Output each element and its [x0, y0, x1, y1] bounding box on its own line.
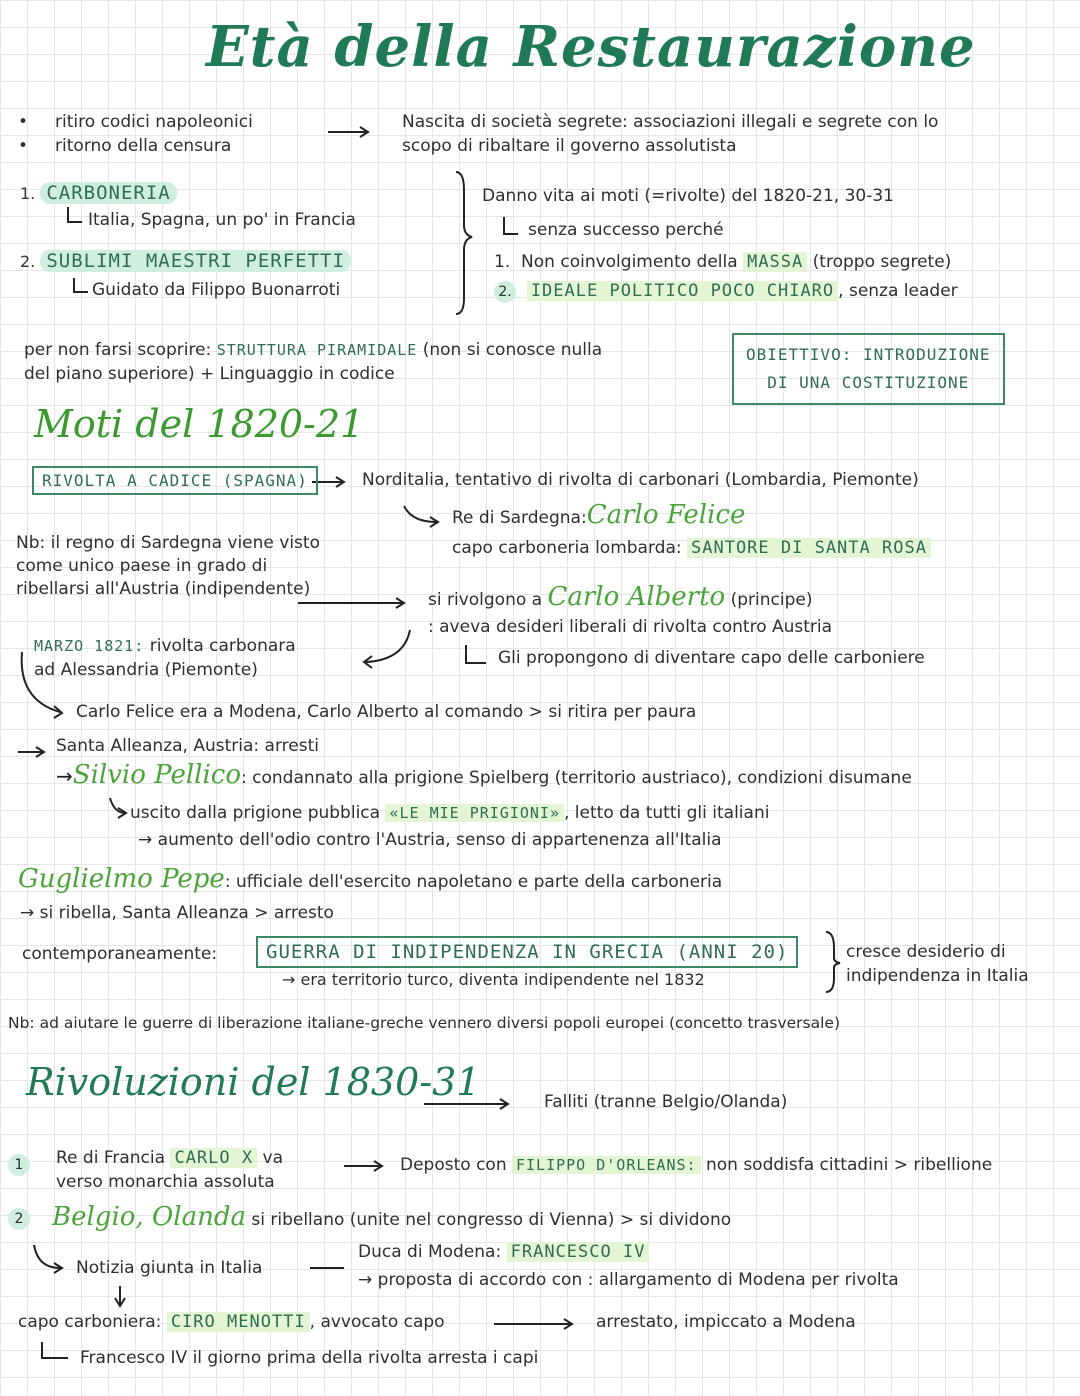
- carlo-alberto-name: Carlo Alberto: [547, 582, 726, 612]
- section-heading-1820: Moti del 1820-21: [34, 402, 365, 446]
- duca-line: Duca di Modena: FRANCESCO IV: [358, 1242, 649, 1262]
- contemporaneamente-label: contemporaneamente:: [22, 944, 218, 964]
- sublimi-label: SUBLIMI MAESTRI PERFETTI: [40, 250, 351, 272]
- reason-1: 1. Non coinvolgimento della MASSA (troppo segrete): [494, 252, 952, 272]
- carlo-alberto-line: si rivolgono a Carlo Alberto (principe): [428, 582, 813, 612]
- belgio-line: Belgio, Olanda si ribellano (unite nel congresso di Vienna) > si dividono: [52, 1202, 732, 1232]
- capo-lombarda-line: capo carboneria lombarda: SANTORE DI SANTA ROSA: [452, 538, 931, 558]
- number-1: 1: [8, 1154, 30, 1176]
- liberal-desire: : aveva desideri liberali di rivolta contro Austria: [428, 617, 833, 637]
- secret-societies-text: Nascita di società segrete: associazioni illegali e segrete con lo scopo di ribaltare il governo assolutista: [402, 112, 939, 156]
- propose-line: Gli propongono di diventare capo delle carboniere: [498, 648, 925, 668]
- cadice-box: RIVOLTA A CADICE (SPAGNA): [32, 466, 318, 495]
- odio-line: → aumento dell'odio contro l'Austria, senso di appartenenza all'Italia: [138, 830, 722, 850]
- francesco-line: Francesco IV il giorno prima della rivolta arresta i capi: [80, 1348, 539, 1368]
- section-heading-1830: Rivoluzioni del 1830-31: [26, 1060, 481, 1104]
- society-sublimi: 2. SUBLIMI MAESTRI PERFETTI: [20, 250, 351, 272]
- carlo-felice-name: Carlo Felice: [586, 500, 746, 530]
- society-carboneria: 1. CARBONERIA: [20, 182, 177, 204]
- carlo-felice-line: Carlo Felice era a Modena, Carlo Alberto al comando > si ritira per paura: [76, 702, 697, 722]
- proposta-line: → proposta di accordo con : allargamento di Modena per rivolta: [358, 1270, 899, 1290]
- uprisings-line: Danno vita ai moti (=rivolte) del 1820-21, 30-31: [482, 186, 894, 206]
- page-title: Età della Restaurazione: [206, 14, 976, 80]
- bullet-list: [18, 110, 253, 158]
- reason-2: 2. IDEALE POLITICO POCO CHIARO , senza leader: [494, 281, 958, 303]
- nb-sardegna: Nb: il regno di Sardegna viene visto come unico paese in grado di ribellarsi all'Austria (indipendente): [16, 533, 320, 599]
- king-line: Re di Sardegna:Carlo Felice: [452, 500, 746, 530]
- notizia-line: Notizia giunta in Italia: [76, 1258, 263, 1278]
- pellico-line: →Silvio Pellico: condannato alla prigione Spielberg (territorio austriaco), condizioni disumane: [56, 760, 912, 790]
- failure-line: senza successo perché: [528, 220, 724, 240]
- prigioni-line: uscito dalla prigione pubblica «LE MIE PRIGIONI» , letto da tutti gli italiani: [130, 803, 770, 823]
- number-2: 2: [8, 1208, 30, 1230]
- pepe-arrest: → si ribella, Santa Alleanza > arresto: [20, 903, 334, 923]
- march-1821: MARZO 1821: rivolta carbonara ad Alessandria (Piemonte): [34, 636, 296, 680]
- carboneria-label: CARBONERIA: [40, 182, 176, 204]
- list-item: • ritiro codici napoleonici: [18, 112, 253, 132]
- carlo-x-text: Re di Francia CARLO X va verso monarchia assoluta: [56, 1148, 283, 1192]
- north-italy-text: Norditalia, tentativo di rivolta di carbonari (Lombardia, Piemonte): [362, 470, 919, 490]
- cresce-desiderio: cresce desiderio di indipendenza in Italia: [846, 942, 1029, 986]
- nb-europei: Nb: ad aiutare le guerre di liberazione italiane-greche vennero diversi popoli europei (concetto trasversale): [8, 1014, 841, 1032]
- structure-text: per non farsi scoprire: STRUTTURA PIRAMIDALE (non si conosce nulla del piano superiore) + Linguaggio in codice: [24, 340, 603, 384]
- pepe-line: Guglielmo Pepe: ufficiale dell'esercito napoletano e parte della carboneria: [18, 864, 723, 894]
- arrestato-line: arrestato, impiccato a Modena: [596, 1312, 856, 1332]
- guglielmo-pepe-name: Guglielmo Pepe: [18, 864, 225, 894]
- grecia-box: GUERRA DI INDIPENDENZA IN GRECIA (ANNI 20): [256, 936, 798, 968]
- belgio-olanda-name: Belgio, Olanda: [52, 1202, 246, 1232]
- carboneria-sub: Italia, Spagna, un po' in Francia: [88, 210, 356, 230]
- list-item: • ritorno della censura: [18, 136, 232, 156]
- objective-box: OBIETTIVO: INTRODUZIONE DI UNA COSTITUZIONE: [732, 333, 1005, 405]
- falliti-text: Falliti (tranne Belgio/Olanda): [544, 1092, 788, 1112]
- sublimi-sub: Guidato da Filippo Buonarroti: [92, 280, 341, 300]
- capo-carboniera-line: capo carboniera: CIRO MENOTTI , avvocato capo: [18, 1312, 445, 1332]
- santa-alleanza-line: Santa Alleanza, Austria: arresti: [56, 736, 319, 756]
- turco-line: → era territorio turco, diventa indipendente nel 1832: [282, 970, 705, 989]
- deposto-line: Deposto con FILIPPO D'ORLEANS: non soddisfa cittadini > ribellione: [400, 1155, 993, 1175]
- silvio-pellico-name: Silvio Pellico: [72, 760, 242, 790]
